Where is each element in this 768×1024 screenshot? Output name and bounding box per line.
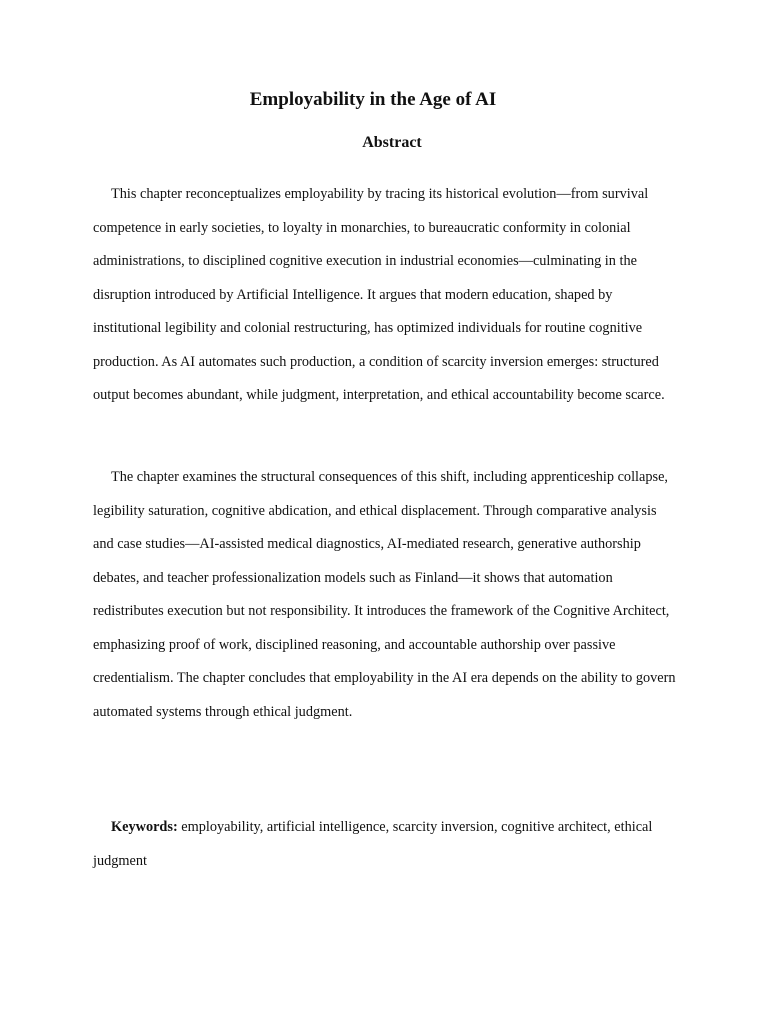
abstract-heading: Abstract	[362, 134, 422, 151]
keywords-label: Keywords:	[111, 819, 178, 835]
document-title: Employability in the Age of AI	[249, 89, 497, 110]
abstract-paragraph-2: The chapter examines the structural consequences of this shift, including apprenticeship collapse, legibility saturation, cognitive abdication, and ethical displacement. Through comparative analysis and case studies—AI-assisted medical diagnostics, AI-mediated research, generative authorship debates, and teacher professionalization models such as Finland—it shows that automation redistributes execution but not responsibility. It introduces the framework of the Cognitive Architect, emphasizing proof of work, disciplined reasoning, and accountable authorship over passive credentialism. The chapter concludes that employability in the AI era depends on the ability to govern automated systems through ethical judgment.	[93, 469, 676, 720]
keywords-text: employability, artificial intelligence, scarcity inversion, cognitive architect, ethical judgment	[93, 819, 653, 869]
abstract-paragraph-1: This chapter reconceptualizes employability by tracing its historical evolution—from survival competence in early societies, to loyalty in monarchies, to bureaucratic conformity in colonial administrations, to disciplined cognitive execution in industrial economies—culminating in the disruption introduced by Artificial Intelligence. It argues that modern education, shaped by institutional legibility and colonial restructuring, has optimized individuals for routine cognitive production. As AI automates such production, a condition of scarcity inversion emerges: structured output becomes abundant, while judgment, interpretation, and ethical accountability become scarce.	[93, 186, 665, 403]
keywords-line	[93, 811, 677, 878]
